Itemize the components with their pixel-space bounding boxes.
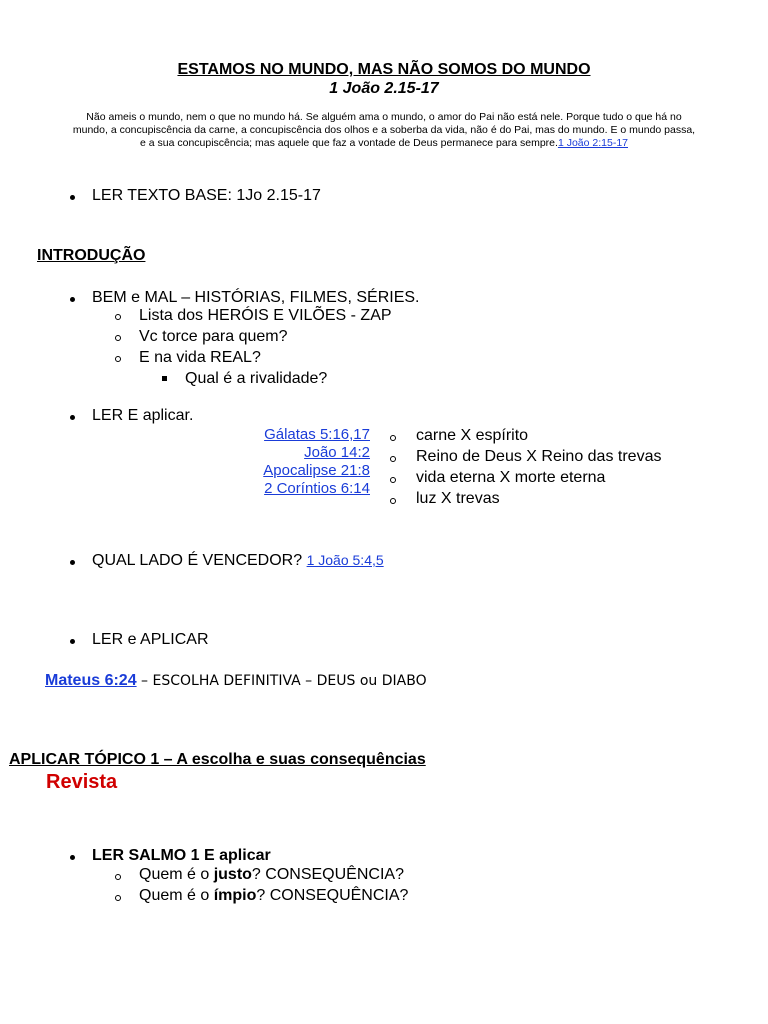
ler-texto-base: LER TEXTO BASE: 1Jo 2.15-17 bbox=[92, 187, 321, 204]
contrast-item: vida eterna X morte eterna bbox=[416, 469, 606, 486]
bem-mal-item: BEM e MAL – HISTÓRIAS, FILMES, SÉRIES. bbox=[92, 289, 420, 306]
ler-aplicar-item: LER E aplicar. bbox=[92, 407, 194, 424]
page-subtitle: 1 João 2.15-17 bbox=[329, 80, 439, 97]
bullet-dot bbox=[70, 297, 75, 302]
ref-link[interactable]: Gálatas 5:16,17 bbox=[264, 426, 370, 443]
contrast-item: carne X espírito bbox=[416, 427, 529, 444]
page-title: ESTAMOS NO MUNDO, MAS NÃO SOMOS DO MUNDO bbox=[177, 61, 591, 78]
justo-item bbox=[139, 866, 404, 884]
mateus-text: – ESCOLHA DEFINITIVA – DEUS ou DIABO bbox=[136, 673, 427, 689]
bullet-circle bbox=[390, 435, 396, 441]
bullet-circle bbox=[390, 498, 396, 504]
impio-bold: ímpio bbox=[213, 887, 257, 904]
verse-line-text: e a sua concupiscência; mas aquele que faz a vontade de Deus permanece para sempre. bbox=[140, 137, 558, 149]
contrast-item: luz X trevas bbox=[416, 490, 500, 507]
verse-ref-link[interactable]: 1 João 2:15-17 bbox=[557, 137, 628, 149]
rivalidade-item: Qual é a rivalidade? bbox=[185, 370, 328, 387]
lista-item: Lista dos HERÓIS E VILÕES - ZAP bbox=[139, 307, 392, 324]
salmo-item: LER SALMO 1 E aplicar bbox=[92, 847, 271, 864]
impio-post: ? CONSEQUÊNCIA? bbox=[256, 887, 409, 904]
refs-column bbox=[230, 426, 370, 498]
qual-lado-ref-link[interactable]: 1 João 5:4,5 bbox=[306, 552, 384, 568]
verse-line: mundo, a concupiscência da carne, a concupiscência dos olhos e a soberba da vida, não é do Pai, mas do mundo. E o mundo passa, bbox=[72, 124, 696, 136]
topico-heading: APLICAR TÓPICO 1 – A escolha e suas consequências bbox=[9, 751, 426, 768]
justo-bold: justo bbox=[213, 866, 252, 883]
mateus-ref-link[interactable]: Mateus 6:24 bbox=[45, 672, 137, 689]
impio-item bbox=[139, 887, 408, 905]
verse-block bbox=[40, 111, 728, 150]
section-introducao: INTRODUÇÃO bbox=[37, 247, 146, 264]
bullet-circle bbox=[115, 335, 121, 341]
verse-line: Não ameis o mundo, nem o que no mundo há. Se alguém ama o mundo, o amor do Pai não está nele. Porque tudo o que há no bbox=[86, 111, 682, 123]
ler-aplicar-2-item: LER e APLICAR bbox=[92, 631, 209, 648]
bullet-dot bbox=[70, 415, 75, 420]
bullet-circle bbox=[390, 456, 396, 462]
justo-post: ? CONSEQUÊNCIA? bbox=[251, 866, 404, 883]
ref-link[interactable]: Apocalipse 21:8 bbox=[263, 462, 370, 479]
ref-link[interactable]: 2 Coríntios 6:14 bbox=[264, 480, 370, 497]
qual-lado-item bbox=[92, 552, 384, 570]
bullet-dot bbox=[70, 855, 75, 860]
contrast-item: Reino de Deus X Reino das trevas bbox=[416, 448, 662, 465]
bullet-dot bbox=[70, 560, 75, 565]
ref-link[interactable]: João 14:2 bbox=[304, 444, 370, 461]
bullet-circle bbox=[115, 314, 121, 320]
bullet-dot bbox=[70, 195, 75, 200]
qual-lado-text: QUAL LADO É VENCEDOR? bbox=[92, 552, 303, 569]
bullet-circle bbox=[115, 874, 121, 880]
bullet-circle bbox=[390, 477, 396, 483]
vida-real-item: E na vida REAL? bbox=[139, 349, 261, 366]
bullet-circle bbox=[115, 356, 121, 362]
bullet-square bbox=[162, 376, 167, 381]
bullet-dot bbox=[70, 639, 75, 644]
torce-item: Vc torce para quem? bbox=[139, 328, 288, 345]
verse-line bbox=[40, 137, 728, 150]
impio-pre: Quem é o bbox=[139, 887, 214, 904]
mateus-line bbox=[45, 672, 427, 690]
revista-label: Revista bbox=[46, 771, 118, 793]
bullet-circle bbox=[115, 895, 121, 901]
justo-pre: Quem é o bbox=[139, 866, 214, 883]
